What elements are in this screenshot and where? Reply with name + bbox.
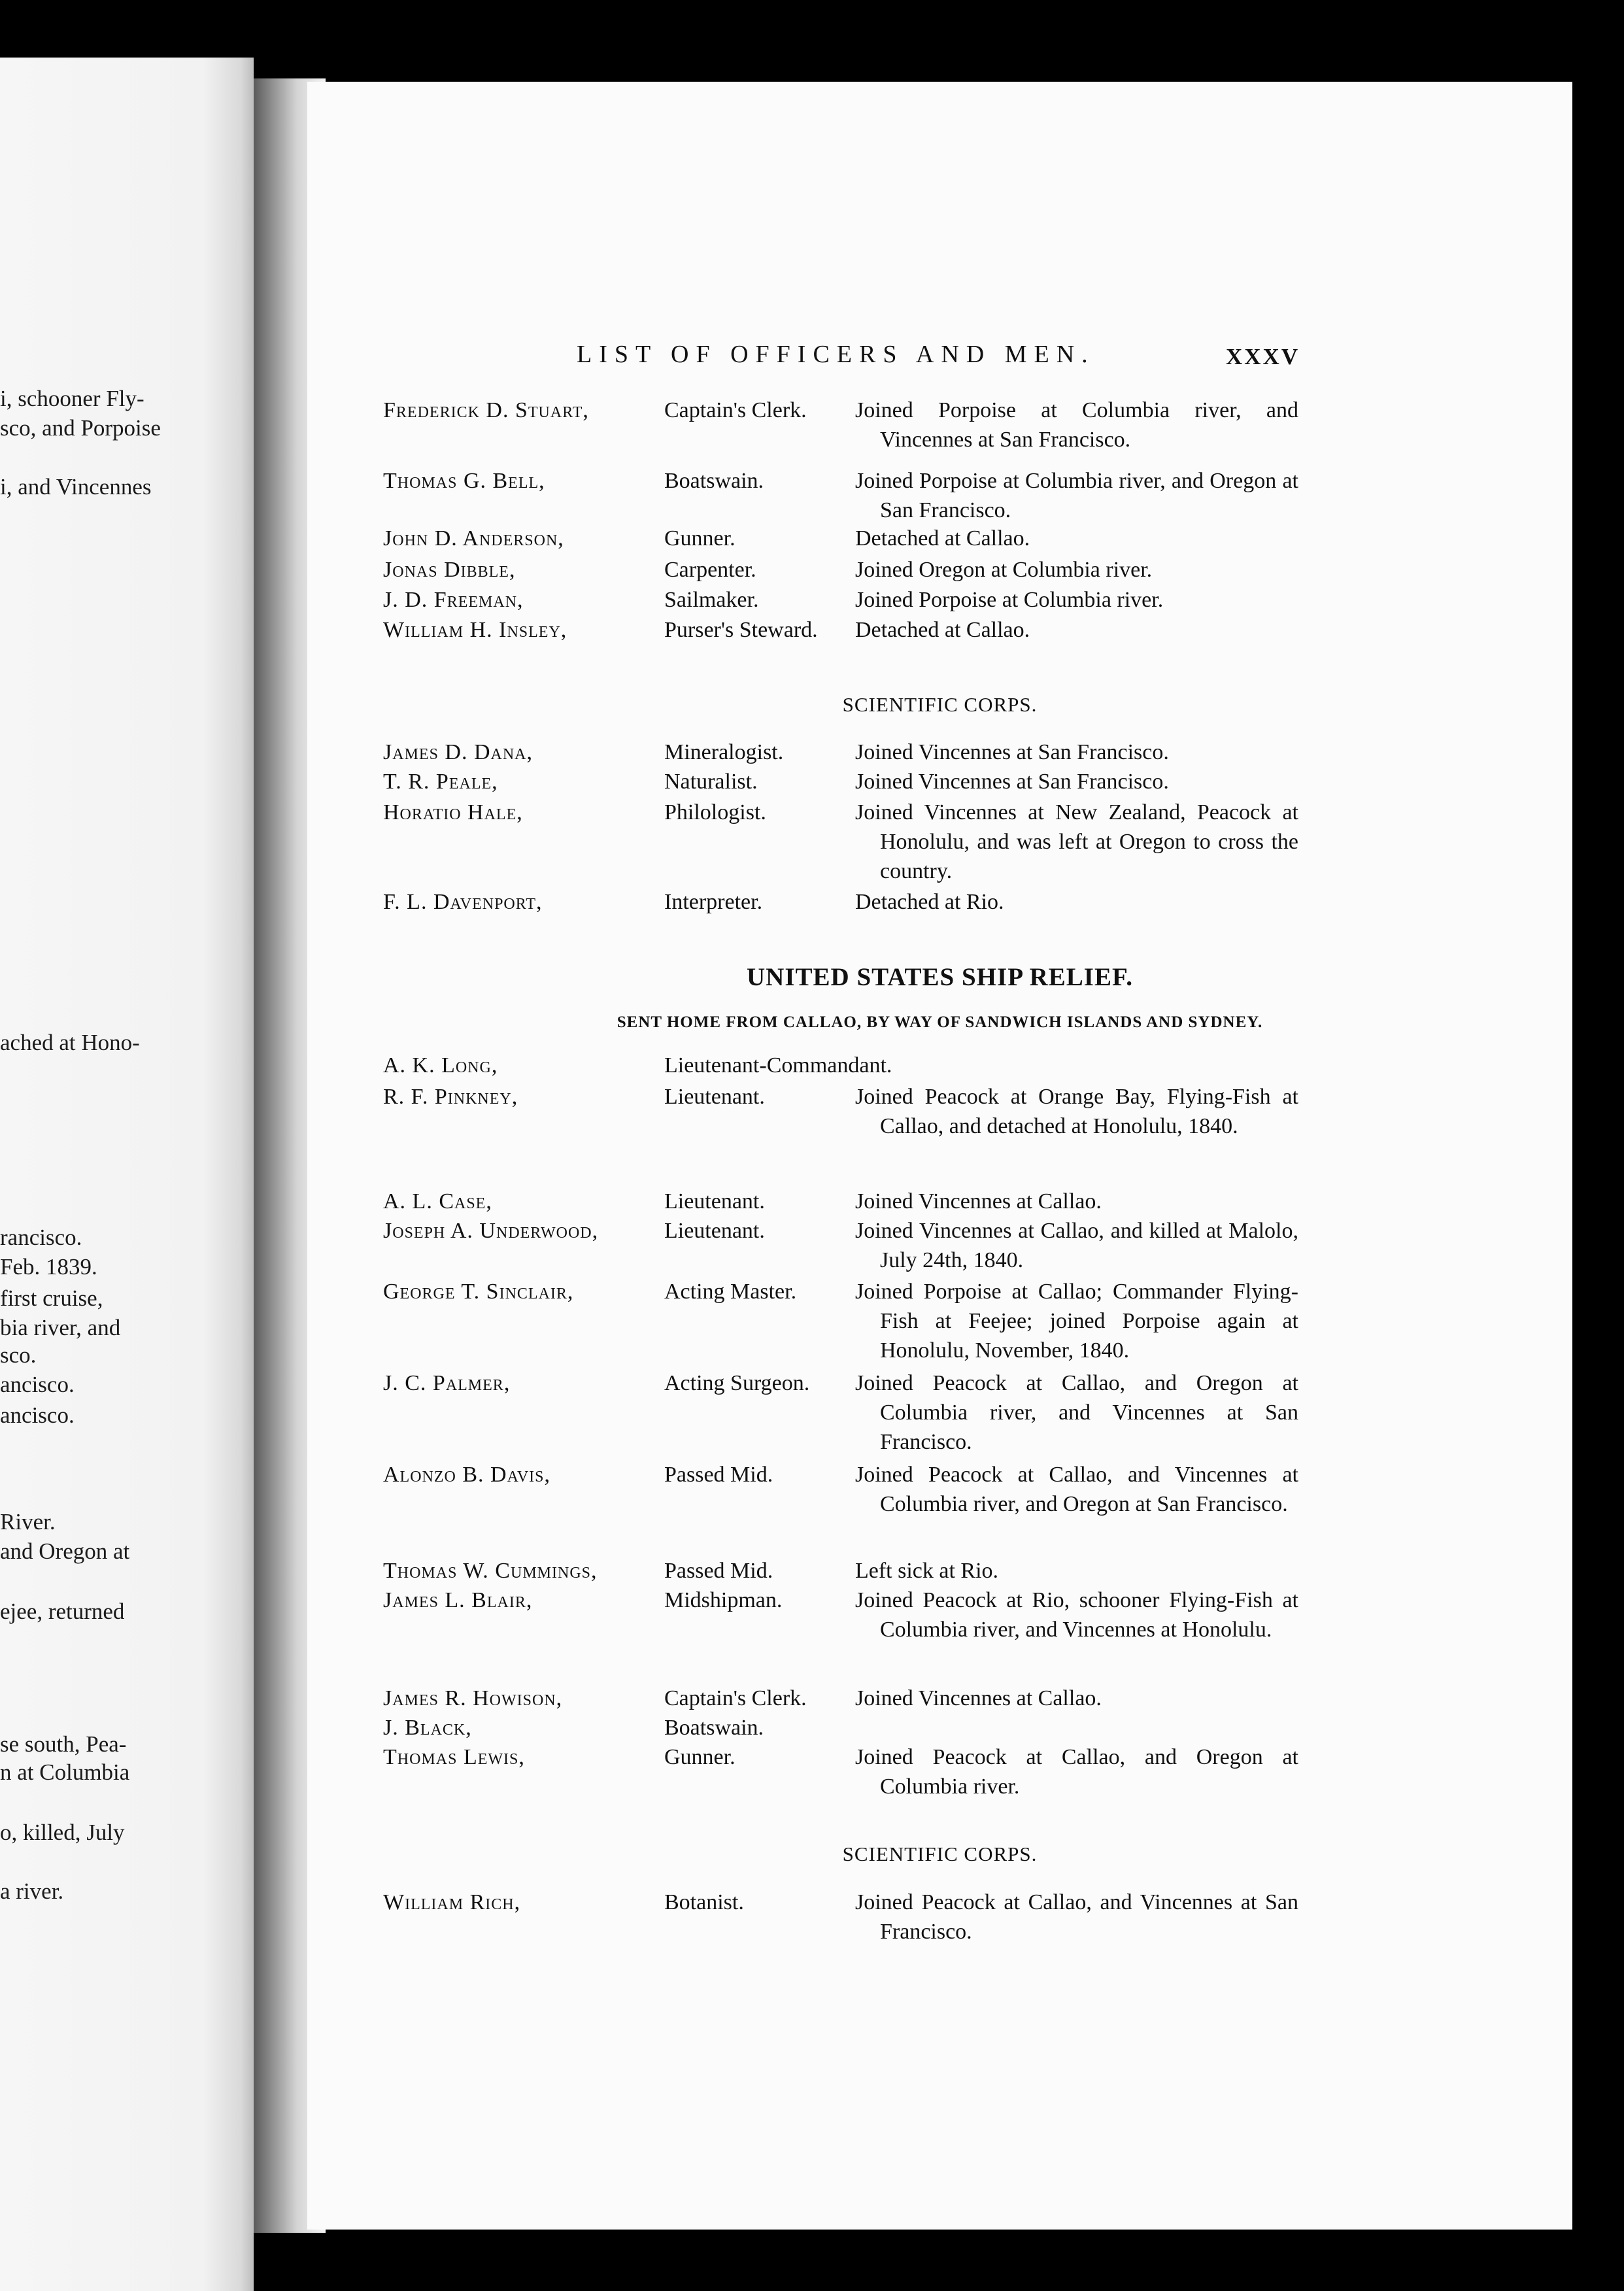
officer-rank: Midshipman.: [664, 1588, 783, 1612]
officer-name: Thomas Lewis,: [383, 1745, 525, 1769]
officer-remark: Joined Porpoise at Columbia river, and Oregon at San Francisco.: [855, 469, 1298, 522]
officer-remark: Joined Peacock at Callao, and Oregon at Columbia river, and Vincennes at San Francisco.: [855, 1371, 1298, 1454]
officer-name: James L. Blair,: [383, 1588, 533, 1612]
officer-remark: Joined Porpoise at Callao; Commander Flying-Fish at Feejee; joined Porpoise again at Honolulu, November, 1840.: [855, 1280, 1298, 1363]
officer-remark: Joined Porpoise at Columbia river, and Vincennes at San Francisco.: [855, 398, 1298, 452]
left-page-fragment: i, schooner Fly-: [0, 386, 144, 411]
officer-name: A. L. Case,: [383, 1189, 492, 1213]
section-heading: SCIENTIFIC CORPS.: [842, 1842, 1038, 1865]
officer-rank: Lieutenant.: [664, 1085, 765, 1109]
officer-rank: Acting Master.: [664, 1280, 797, 1304]
officer-rank: Philologist.: [664, 800, 766, 824]
officer-remark: Joined Peacock at Callao, and Oregon at Columbia river.: [855, 1745, 1298, 1799]
officer-name: Alonzo B. Davis,: [383, 1463, 551, 1487]
officer-remark: Joined Vincennes at Callao.: [855, 1189, 1102, 1213]
officer-rank: Boatswain.: [664, 1716, 764, 1740]
officer-rank: Captain's Clerk.: [664, 1686, 807, 1710]
left-page-fragment: Feb. 1839.: [0, 1254, 97, 1280]
left-page-fragment: i, and Vincennes: [0, 474, 152, 500]
officer-name: Thomas G. Bell,: [383, 469, 545, 493]
left-page-fragment: se south, Pea-: [0, 1731, 127, 1757]
left-page-fragment: River.: [0, 1509, 56, 1535]
officer-name: A. K. Long,: [383, 1053, 498, 1078]
officer-rank: Lieutenant-Commandant.: [664, 1053, 892, 1078]
officer-name: J. Black,: [383, 1716, 472, 1740]
officer-remark: Detached at Callao.: [855, 618, 1030, 642]
left-page-fragment: o, killed, July: [0, 1820, 125, 1845]
officer-rank: Lieutenant.: [664, 1189, 765, 1213]
left-page-fragment: rancisco.: [0, 1225, 82, 1250]
left-page-fragment: ancisco.: [0, 1402, 75, 1428]
officer-name: R. F. Pinkney,: [383, 1085, 518, 1109]
officer-rank: Gunner.: [664, 526, 736, 551]
left-page-fragment: ancisco.: [0, 1372, 75, 1397]
officer-rank: Boatswain.: [664, 469, 764, 493]
left-page-fragment: a river.: [0, 1878, 64, 1904]
officer-remark: Left sick at Rio.: [855, 1559, 999, 1583]
left-page-fragment: and Oregon at: [0, 1538, 130, 1564]
officer-rank: Gunner.: [664, 1745, 736, 1769]
section-heading: SCIENTIFIC CORPS.: [842, 693, 1038, 716]
left-page-fragment: ached at Hono-: [0, 1030, 140, 1055]
officer-remark: Joined Peacock at Rio, schooner Flying-Fish at Columbia river, and Vincennes at Honolulu.: [855, 1588, 1298, 1642]
officer-remark: Joined Vincennes at San Francisco.: [855, 770, 1169, 794]
officer-name: James D. Dana,: [383, 740, 533, 764]
ship-subheading: SENT HOME FROM CALLAO, BY WAY OF SANDWICH ISLANDS AND SYDNEY.: [617, 1013, 1263, 1031]
officer-name: T. R. Peale,: [383, 770, 498, 794]
officer-name: Jonas Dibble,: [383, 558, 516, 582]
left-page: [0, 58, 254, 2291]
officer-rank: Botanist.: [664, 1890, 744, 1914]
officer-remark: Joined Vincennes at New Zealand, Peacock at Honolulu, and was left at Oregon to cross the country.: [855, 800, 1298, 883]
officer-remark: Joined Peacock at Orange Bay, Flying-Fish at Callao, and detached at Honolulu, 1840.: [855, 1085, 1298, 1138]
right-page: [307, 82, 1572, 2230]
officer-remark: Joined Vincennes at Callao, and killed at Malolo, July 24th, 1840.: [855, 1219, 1298, 1272]
officer-rank: Acting Surgeon.: [664, 1371, 810, 1395]
officer-remark: Joined Vincennes at Callao.: [855, 1686, 1102, 1710]
left-page-fragment: n at Columbia: [0, 1759, 130, 1785]
officer-name: Frederick D. Stuart,: [383, 398, 589, 422]
officer-name: William Rich,: [383, 1890, 521, 1914]
page-number: XXXV: [1226, 344, 1300, 369]
officer-rank: Passed Mid.: [664, 1463, 773, 1487]
officer-rank: Mineralogist.: [664, 740, 784, 764]
ship-heading: UNITED STATES SHIP RELIEF.: [747, 963, 1133, 991]
officer-rank: Passed Mid.: [664, 1559, 773, 1583]
officer-rank: Sailmaker.: [664, 588, 759, 612]
officer-name: James R. Howison,: [383, 1686, 563, 1710]
officer-rank: Purser's Steward.: [664, 618, 818, 642]
officer-name: Thomas W. Cummings,: [383, 1559, 598, 1583]
officer-name: Horatio Hale,: [383, 800, 523, 824]
left-page-fragment: ejee, returned: [0, 1599, 125, 1624]
officer-remark: Detached at Rio.: [855, 890, 1004, 914]
officer-rank: Naturalist.: [664, 770, 758, 794]
left-page-fragment: bia river, and: [0, 1315, 121, 1340]
officer-name: F. L. Davenport,: [383, 890, 543, 914]
officer-rank: Lieutenant.: [664, 1219, 765, 1243]
officer-name: William H. Insley,: [383, 618, 567, 642]
officer-rank: Carpenter.: [664, 558, 756, 582]
officer-name: J. D. Freeman,: [383, 588, 524, 612]
page-header: [307, 340, 1572, 379]
officer-remark: Detached at Callao.: [855, 526, 1030, 551]
officer-rank: Captain's Clerk.: [664, 398, 807, 422]
left-page-fragment: first cruise,: [0, 1285, 103, 1311]
officer-rank: Interpreter.: [664, 890, 763, 914]
officer-remark: Joined Oregon at Columbia river.: [855, 558, 1153, 582]
officer-name: J. C. Palmer,: [383, 1371, 511, 1395]
left-page-fragment: sco, and Porpoise: [0, 415, 161, 441]
officer-remark: Joined Peacock at Callao, and Vincennes at San Francisco.: [855, 1890, 1298, 1944]
officer-remark: Joined Porpoise at Columbia river.: [855, 588, 1164, 612]
officer-name: George T. Sinclair,: [383, 1280, 574, 1304]
officer-remark: Joined Vincennes at San Francisco.: [855, 740, 1169, 764]
officer-name: Joseph A. Underwood,: [383, 1219, 599, 1243]
left-page-fragment: sco.: [0, 1342, 37, 1368]
running-title: LIST OF OFFICERS AND MEN.: [577, 341, 1095, 368]
officer-remark: Joined Peacock at Callao, and Vincennes at Columbia river, and Oregon at San Francisco.: [855, 1463, 1298, 1516]
officer-name: John D. Anderson,: [383, 526, 564, 551]
